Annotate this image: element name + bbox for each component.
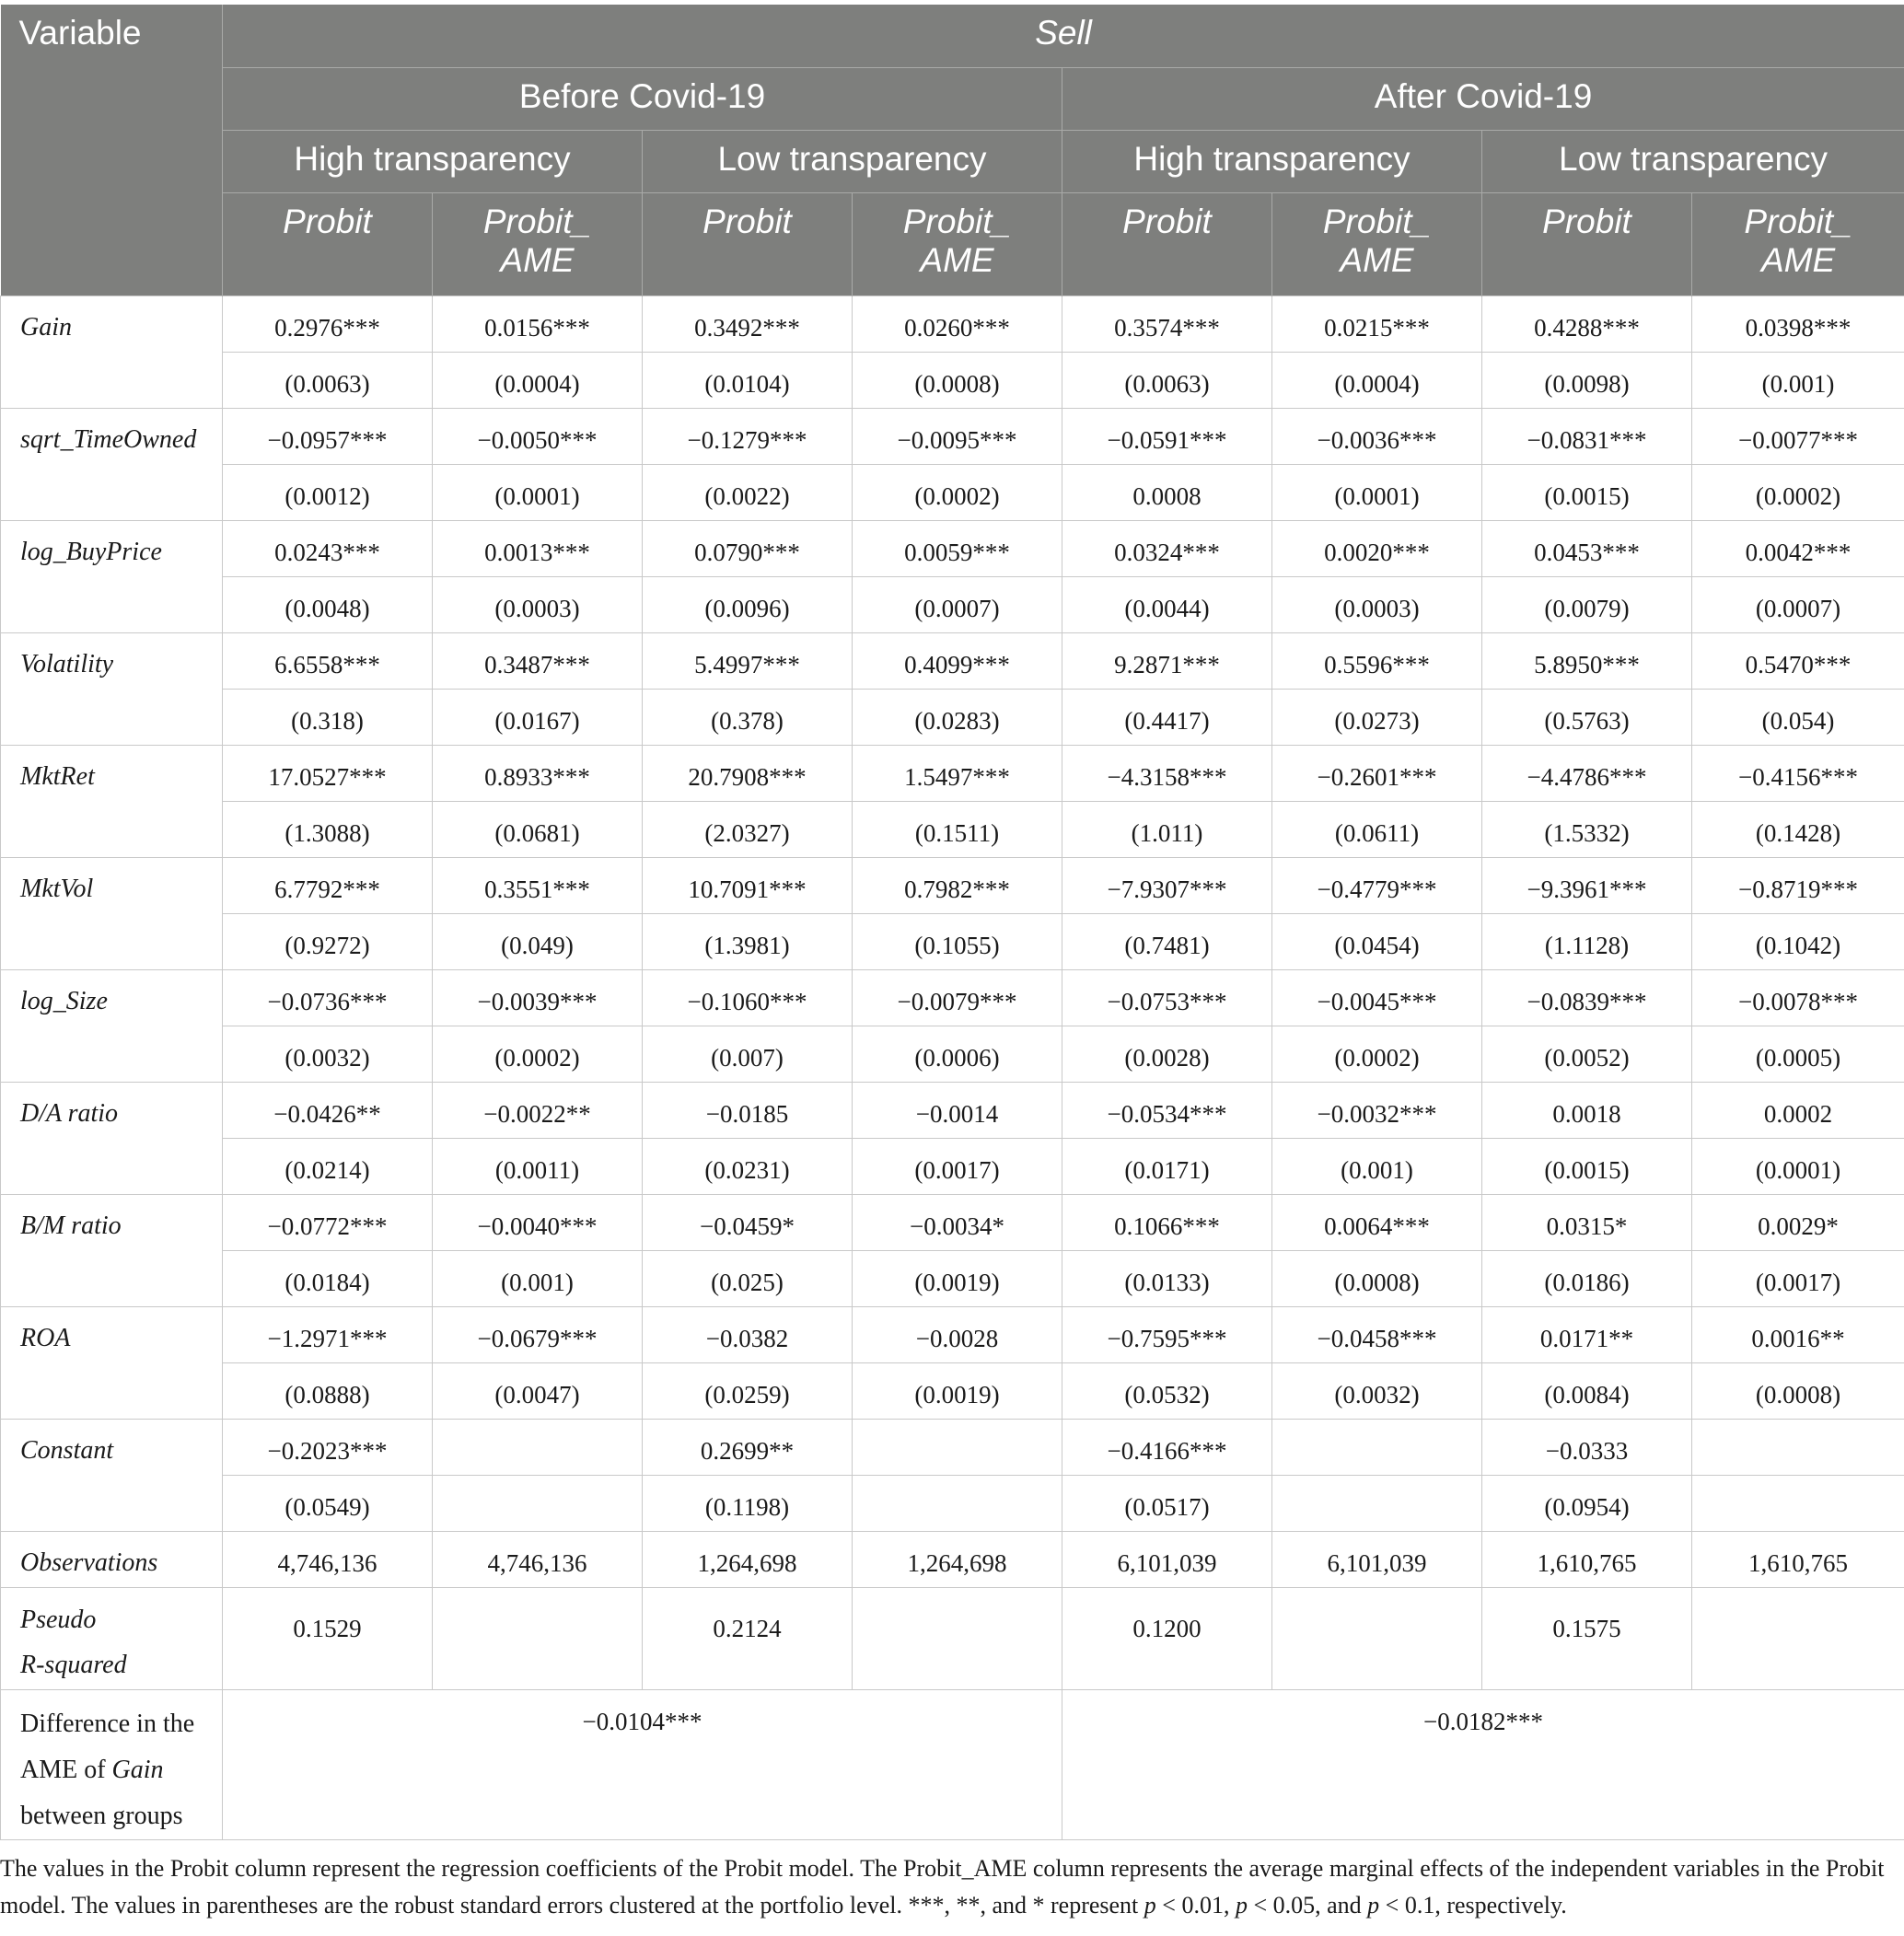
standard-error-cell: (0.0008) bbox=[853, 352, 1062, 408]
table-row bbox=[1, 296, 1904, 352]
pseudo-label-line-2: R-squared bbox=[20, 1650, 127, 1679]
coefficient-cell: −0.0036*** bbox=[1272, 408, 1482, 464]
standard-error-cell: (0.0032) bbox=[1272, 1362, 1482, 1419]
standard-error-cell: (1.1128) bbox=[1482, 913, 1692, 969]
variable-name-cell: log_Size bbox=[1, 969, 223, 1082]
coefficient-cell: −0.0045*** bbox=[1272, 969, 1482, 1026]
observations-cell: 6,101,039 bbox=[1272, 1531, 1482, 1587]
table-row-se bbox=[1, 1138, 1904, 1194]
probit-header: Probit bbox=[223, 192, 433, 296]
footnote-text-4: < 0.1, respectively. bbox=[1379, 1892, 1567, 1919]
pseudo-r-squared-cell: 0.2124 bbox=[643, 1587, 853, 1689]
standard-error-cell: (0.0028) bbox=[1062, 1026, 1272, 1082]
standard-error-cell: (0.0048) bbox=[223, 576, 433, 632]
coefficient-cell: 0.4288*** bbox=[1482, 296, 1692, 352]
pseudo-r-squared-cell bbox=[1272, 1587, 1482, 1689]
coefficient-cell: −0.0333 bbox=[1482, 1419, 1692, 1475]
pseudo-r-squared-label bbox=[1, 1587, 223, 1689]
coefficient-cell: 0.0790*** bbox=[643, 520, 853, 576]
coefficient-cell: −4.4786*** bbox=[1482, 745, 1692, 801]
footnote-p-2: p bbox=[1235, 1892, 1248, 1919]
observations-cell: 1,264,698 bbox=[643, 1531, 853, 1587]
coefficient-cell: 5.8950*** bbox=[1482, 632, 1692, 689]
standard-error-cell: (0.0001) bbox=[1692, 1138, 1904, 1194]
coefficient-cell: 20.7908*** bbox=[643, 745, 853, 801]
observations-cell: 1,610,765 bbox=[1692, 1531, 1904, 1587]
coefficient-cell: −0.0040*** bbox=[433, 1194, 643, 1250]
standard-error-cell: (0.5763) bbox=[1482, 689, 1692, 745]
table-row-se bbox=[1, 801, 1904, 857]
after-covid-header: After Covid-19 bbox=[1062, 67, 1904, 130]
standard-error-cell: (0.0044) bbox=[1062, 576, 1272, 632]
standard-error-cell: (0.001) bbox=[1272, 1138, 1482, 1194]
coefficient-cell: −4.3158*** bbox=[1062, 745, 1272, 801]
coefficient-cell: −0.0534*** bbox=[1062, 1082, 1272, 1138]
coefficient-cell: −0.4156*** bbox=[1692, 745, 1904, 801]
coefficient-cell: −1.2971*** bbox=[223, 1306, 433, 1362]
standard-error-cell: (0.0017) bbox=[1692, 1250, 1904, 1306]
coefficient-cell: 0.5470*** bbox=[1692, 632, 1904, 689]
standard-error-cell: (0.0259) bbox=[643, 1362, 853, 1419]
table-row bbox=[1, 408, 1904, 464]
difference-label bbox=[1, 1689, 223, 1839]
standard-error-cell: (0.0063) bbox=[1062, 352, 1272, 408]
standard-error-cell: 0.0008 bbox=[1062, 464, 1272, 520]
variable-name-cell: Volatility bbox=[1, 632, 223, 745]
after-high-transparency-header: High transparency bbox=[1062, 130, 1482, 192]
difference-label-line-2a: AME of bbox=[20, 1755, 112, 1784]
table-row-se bbox=[1, 1475, 1904, 1531]
standard-error-cell: (1.011) bbox=[1062, 801, 1272, 857]
standard-error-cell: (0.1428) bbox=[1692, 801, 1904, 857]
coefficient-cell: 9.2871*** bbox=[1062, 632, 1272, 689]
coefficient-cell: −0.0591*** bbox=[1062, 408, 1272, 464]
coefficient-cell: 0.0171** bbox=[1482, 1306, 1692, 1362]
coefficient-cell: −0.0034* bbox=[853, 1194, 1062, 1250]
standard-error-cell: (0.0517) bbox=[1062, 1475, 1272, 1531]
standard-error-cell: (2.0327) bbox=[643, 801, 853, 857]
standard-error-cell: (0.0186) bbox=[1482, 1250, 1692, 1306]
footnote-p-3: p bbox=[1367, 1892, 1380, 1919]
coefficient-cell: −0.0458*** bbox=[1272, 1306, 1482, 1362]
table-row bbox=[1, 632, 1904, 689]
standard-error-cell: (0.0019) bbox=[853, 1362, 1062, 1419]
observations-cell: 1,264,698 bbox=[853, 1531, 1062, 1587]
variable-name-cell: ROA bbox=[1, 1306, 223, 1419]
standard-error-cell: (0.0022) bbox=[643, 464, 853, 520]
coefficient-cell: 0.0059*** bbox=[853, 520, 1062, 576]
coefficient-cell: 0.0453*** bbox=[1482, 520, 1692, 576]
coefficient-cell: −0.2601*** bbox=[1272, 745, 1482, 801]
table-row bbox=[1, 1082, 1904, 1138]
coefficient-cell: −0.0185 bbox=[643, 1082, 853, 1138]
standard-error-cell: (0.0063) bbox=[223, 352, 433, 408]
pseudo-r-squared-cell: 0.1529 bbox=[223, 1587, 433, 1689]
difference-before-cell: −0.0104*** bbox=[223, 1689, 1062, 1839]
pseudo-r-squared-cell: 0.1575 bbox=[1482, 1587, 1692, 1689]
standard-error-cell: (0.0001) bbox=[433, 464, 643, 520]
variable-name-cell: MktRet bbox=[1, 745, 223, 857]
standard-error-cell bbox=[433, 1475, 643, 1531]
observations-cell: 4,746,136 bbox=[223, 1531, 433, 1587]
standard-error-cell: (0.0001) bbox=[1272, 464, 1482, 520]
table-row bbox=[1, 1419, 1904, 1475]
coefficient-cell: 6.7792*** bbox=[223, 857, 433, 913]
standard-error-cell: (0.007) bbox=[643, 1026, 853, 1082]
table-row bbox=[1, 1306, 1904, 1362]
difference-label-line-3: between groups bbox=[20, 1801, 183, 1830]
coefficient-cell bbox=[1272, 1419, 1482, 1475]
coefficient-cell: 0.0324*** bbox=[1062, 520, 1272, 576]
footnote-text-1: The values in the Probit column represent the regression coefficients of the Probit model. The Probit_AME column represents the average marginal effects of the independent variables in the Probit model. The values in parentheses are the robust standard errors clustered at the portfolio level. ***, **, and * represent bbox=[0, 1855, 1885, 1919]
coefficient-cell bbox=[1692, 1419, 1904, 1475]
table-row-se bbox=[1, 352, 1904, 408]
table-header bbox=[1, 5, 1904, 296]
variable-name-cell: Gain bbox=[1, 296, 223, 408]
table-row-se bbox=[1, 464, 1904, 520]
probit-ame-header bbox=[1272, 192, 1482, 296]
probit-ame-header bbox=[1692, 192, 1904, 296]
standard-error-cell: (0.1055) bbox=[853, 913, 1062, 969]
standard-error-cell: (0.0681) bbox=[433, 801, 643, 857]
standard-error-cell: (0.0002) bbox=[853, 464, 1062, 520]
observations-row bbox=[1, 1531, 1904, 1587]
coefficient-cell: −0.0957*** bbox=[223, 408, 433, 464]
probit-ame-label-1: Probit_ bbox=[902, 202, 1012, 240]
sell-header: Sell bbox=[223, 5, 1904, 67]
standard-error-cell: (0.0015) bbox=[1482, 464, 1692, 520]
coefficient-cell: −0.7595*** bbox=[1062, 1306, 1272, 1362]
coefficient-cell: −0.0679*** bbox=[433, 1306, 643, 1362]
observations-cell: 1,610,765 bbox=[1482, 1531, 1692, 1587]
coefficient-cell: 10.7091*** bbox=[643, 857, 853, 913]
pseudo-label-line-1: Pseudo bbox=[20, 1605, 97, 1634]
probit-ame-label-1: Probit_ bbox=[482, 202, 592, 240]
pseudo-r-squared-cell: 0.1200 bbox=[1062, 1587, 1272, 1689]
coefficient-cell: 0.3492*** bbox=[643, 296, 853, 352]
standard-error-cell: (0.0214) bbox=[223, 1138, 433, 1194]
standard-error-cell: (0.049) bbox=[433, 913, 643, 969]
coefficient-cell: 0.0002 bbox=[1692, 1082, 1904, 1138]
standard-error-cell: (0.0006) bbox=[853, 1026, 1062, 1082]
coefficient-cell: −0.0772*** bbox=[223, 1194, 433, 1250]
table-row bbox=[1, 857, 1904, 913]
coefficient-cell: 0.0315* bbox=[1482, 1194, 1692, 1250]
standard-error-cell: (0.0954) bbox=[1482, 1475, 1692, 1531]
coefficient-cell: 1.5497*** bbox=[853, 745, 1062, 801]
probit-ame-header bbox=[433, 192, 643, 296]
observations-cell: 6,101,039 bbox=[1062, 1531, 1272, 1587]
standard-error-cell: (0.0098) bbox=[1482, 352, 1692, 408]
table-row bbox=[1, 520, 1904, 576]
probit-ame-label-2: AME bbox=[500, 240, 575, 279]
coefficient-cell: −0.0095*** bbox=[853, 408, 1062, 464]
table-row-se bbox=[1, 576, 1904, 632]
probit-ame-header bbox=[853, 192, 1062, 296]
standard-error-cell: (0.0002) bbox=[433, 1026, 643, 1082]
coefficient-cell: 0.7982*** bbox=[853, 857, 1062, 913]
table-row-se bbox=[1, 1250, 1904, 1306]
standard-error-cell: (0.0017) bbox=[853, 1138, 1062, 1194]
standard-error-cell: (0.0002) bbox=[1692, 464, 1904, 520]
standard-error-cell: (0.9272) bbox=[223, 913, 433, 969]
standard-error-cell bbox=[1272, 1475, 1482, 1531]
standard-error-cell: (0.0611) bbox=[1272, 801, 1482, 857]
standard-error-cell: (0.0032) bbox=[223, 1026, 433, 1082]
after-low-transparency-header: Low transparency bbox=[1482, 130, 1904, 192]
probit-header: Probit bbox=[1482, 192, 1692, 296]
pseudo-r-squared-cell bbox=[853, 1587, 1062, 1689]
coefficient-cell: −0.0032*** bbox=[1272, 1082, 1482, 1138]
standard-error-cell: (0.0283) bbox=[853, 689, 1062, 745]
standard-error-cell bbox=[853, 1475, 1062, 1531]
standard-error-cell: (0.0532) bbox=[1062, 1362, 1272, 1419]
coefficient-cell: 0.0243*** bbox=[223, 520, 433, 576]
pseudo-r-squared-row bbox=[1, 1587, 1904, 1689]
coefficient-cell: −0.2023*** bbox=[223, 1419, 433, 1475]
standard-error-cell: (0.0052) bbox=[1482, 1026, 1692, 1082]
coefficient-cell: 0.3551*** bbox=[433, 857, 643, 913]
coefficient-cell: −0.0022** bbox=[433, 1082, 643, 1138]
coefficient-cell: 0.3487*** bbox=[433, 632, 643, 689]
table-row-se bbox=[1, 1026, 1904, 1082]
standard-error-cell: (0.0008) bbox=[1692, 1362, 1904, 1419]
coefficient-cell bbox=[433, 1419, 643, 1475]
footnote-p-1: p bbox=[1144, 1892, 1156, 1919]
coefficient-cell: −0.0753*** bbox=[1062, 969, 1272, 1026]
standard-error-cell: (0.318) bbox=[223, 689, 433, 745]
coefficient-cell: −0.0039*** bbox=[433, 969, 643, 1026]
standard-error-cell: (0.1198) bbox=[643, 1475, 853, 1531]
coefficient-cell: −0.0426** bbox=[223, 1082, 433, 1138]
regression-table bbox=[0, 5, 1904, 1840]
coefficient-cell: −0.0839*** bbox=[1482, 969, 1692, 1026]
difference-row bbox=[1, 1689, 1904, 1839]
coefficient-cell: 0.0156*** bbox=[433, 296, 643, 352]
standard-error-cell: (0.001) bbox=[433, 1250, 643, 1306]
variable-name-cell: Constant bbox=[1, 1419, 223, 1531]
coefficient-cell: 0.0018 bbox=[1482, 1082, 1692, 1138]
standard-error-cell: (0.0133) bbox=[1062, 1250, 1272, 1306]
before-low-transparency-header: Low transparency bbox=[643, 130, 1062, 192]
standard-error-cell: (0.0004) bbox=[433, 352, 643, 408]
coefficient-cell: −0.8719*** bbox=[1692, 857, 1904, 913]
variable-name-cell: log_BuyPrice bbox=[1, 520, 223, 632]
footnote-text-2: < 0.01, bbox=[1155, 1892, 1236, 1919]
before-covid-header: Before Covid-19 bbox=[223, 67, 1062, 130]
variable-name-cell: B/M ratio bbox=[1, 1194, 223, 1306]
table-body bbox=[1, 296, 1904, 1839]
standard-error-cell: (0.0231) bbox=[643, 1138, 853, 1194]
standard-error-cell: (0.0104) bbox=[643, 352, 853, 408]
standard-error-cell: (0.054) bbox=[1692, 689, 1904, 745]
coefficient-cell: 5.4997*** bbox=[643, 632, 853, 689]
probit-ame-label-2: AME bbox=[1340, 240, 1414, 279]
probit-header: Probit bbox=[643, 192, 853, 296]
standard-error-cell: (0.0167) bbox=[433, 689, 643, 745]
standard-error-cell: (0.0004) bbox=[1272, 352, 1482, 408]
table-row bbox=[1, 1194, 1904, 1250]
standard-error-cell: (0.0096) bbox=[643, 576, 853, 632]
standard-error-cell: (0.0007) bbox=[1692, 576, 1904, 632]
standard-error-cell: (0.0171) bbox=[1062, 1138, 1272, 1194]
coefficient-cell: 0.3574*** bbox=[1062, 296, 1272, 352]
standard-error-cell: (0.0007) bbox=[853, 576, 1062, 632]
variable-name-cell: MktVol bbox=[1, 857, 223, 969]
standard-error-cell: (0.0273) bbox=[1272, 689, 1482, 745]
coefficient-cell: 0.2976*** bbox=[223, 296, 433, 352]
before-high-transparency-header: High transparency bbox=[223, 130, 643, 192]
coefficient-cell: 0.0042*** bbox=[1692, 520, 1904, 576]
coefficient-cell: −0.1060*** bbox=[643, 969, 853, 1026]
standard-error-cell: (0.0084) bbox=[1482, 1362, 1692, 1419]
coefficient-cell bbox=[853, 1419, 1062, 1475]
difference-label-gain: Gain bbox=[111, 1755, 164, 1784]
table-footnote bbox=[0, 1850, 1897, 1924]
coefficient-cell: −0.0014 bbox=[853, 1082, 1062, 1138]
observations-cell: 4,746,136 bbox=[433, 1531, 643, 1587]
coefficient-cell: −0.0831*** bbox=[1482, 408, 1692, 464]
standard-error-cell: (0.1511) bbox=[853, 801, 1062, 857]
coefficient-cell: −0.0736*** bbox=[223, 969, 433, 1026]
standard-error-cell: (0.0008) bbox=[1272, 1250, 1482, 1306]
standard-error-cell: (0.0003) bbox=[1272, 576, 1482, 632]
difference-after-cell: −0.0182*** bbox=[1062, 1689, 1904, 1839]
standard-error-cell: (0.0019) bbox=[853, 1250, 1062, 1306]
standard-error-cell: (0.0079) bbox=[1482, 576, 1692, 632]
difference-label-line-1: Difference in the bbox=[20, 1709, 195, 1738]
standard-error-cell: (0.1042) bbox=[1692, 913, 1904, 969]
coefficient-cell: 0.0260*** bbox=[853, 296, 1062, 352]
model-header-row bbox=[1, 192, 1904, 296]
table-row-se bbox=[1, 913, 1904, 969]
standard-error-cell: (1.3981) bbox=[643, 913, 853, 969]
coefficient-cell: 0.0020*** bbox=[1272, 520, 1482, 576]
coefficient-cell: −0.0382 bbox=[643, 1306, 853, 1362]
coefficient-cell: 0.0016** bbox=[1692, 1306, 1904, 1362]
coefficient-cell: −0.4779*** bbox=[1272, 857, 1482, 913]
coefficient-cell: −0.0028 bbox=[853, 1306, 1062, 1362]
standard-error-cell: (1.3088) bbox=[223, 801, 433, 857]
standard-error-cell bbox=[1692, 1475, 1904, 1531]
coefficient-cell: −0.4166*** bbox=[1062, 1419, 1272, 1475]
variable-name-cell: D/A ratio bbox=[1, 1082, 223, 1194]
standard-error-cell: (0.0002) bbox=[1272, 1026, 1482, 1082]
probit-header: Probit bbox=[1062, 192, 1272, 296]
coefficient-cell: 17.0527*** bbox=[223, 745, 433, 801]
coefficient-cell: −0.0459* bbox=[643, 1194, 853, 1250]
coefficient-cell: 0.4099*** bbox=[853, 632, 1062, 689]
table-row bbox=[1, 745, 1904, 801]
standard-error-cell: (0.0888) bbox=[223, 1362, 433, 1419]
regression-table-container bbox=[0, 5, 1904, 1840]
coefficient-cell: −9.3961*** bbox=[1482, 857, 1692, 913]
standard-error-cell: (0.0003) bbox=[433, 576, 643, 632]
standard-error-cell: (0.378) bbox=[643, 689, 853, 745]
standard-error-cell: (0.0015) bbox=[1482, 1138, 1692, 1194]
coefficient-cell: 0.0215*** bbox=[1272, 296, 1482, 352]
probit-ame-label-2: AME bbox=[920, 240, 994, 279]
coefficient-cell: 0.1066*** bbox=[1062, 1194, 1272, 1250]
coefficient-cell: 0.0398*** bbox=[1692, 296, 1904, 352]
table-row-se bbox=[1, 1362, 1904, 1419]
footnote-text-3: < 0.05, and bbox=[1247, 1892, 1368, 1919]
variable-column-header: Variable bbox=[1, 5, 223, 296]
probit-ame-label-1: Probit_ bbox=[1744, 202, 1852, 240]
standard-error-cell: (0.0012) bbox=[223, 464, 433, 520]
standard-error-cell: (0.0005) bbox=[1692, 1026, 1904, 1082]
standard-error-cell: (0.0011) bbox=[433, 1138, 643, 1194]
coefficient-cell: 0.0029* bbox=[1692, 1194, 1904, 1250]
observations-label: Observations bbox=[1, 1531, 223, 1587]
probit-ame-label-1: Probit_ bbox=[1322, 202, 1432, 240]
coefficient-cell: −0.0078*** bbox=[1692, 969, 1904, 1026]
variable-name-cell: sqrt_TimeOwned bbox=[1, 408, 223, 520]
coefficient-cell: 0.0064*** bbox=[1272, 1194, 1482, 1250]
table-row-se bbox=[1, 689, 1904, 745]
standard-error-cell: (1.5332) bbox=[1482, 801, 1692, 857]
standard-error-cell: (0.0047) bbox=[433, 1362, 643, 1419]
standard-error-cell: (0.0454) bbox=[1272, 913, 1482, 969]
coefficient-cell: −0.0077*** bbox=[1692, 408, 1904, 464]
coefficient-cell: −0.0079*** bbox=[853, 969, 1062, 1026]
coefficient-cell: 0.8933*** bbox=[433, 745, 643, 801]
standard-error-cell: (0.0549) bbox=[223, 1475, 433, 1531]
coefficient-cell: 0.2699** bbox=[643, 1419, 853, 1475]
probit-ame-label-2: AME bbox=[1760, 240, 1836, 279]
coefficient-cell: 6.6558*** bbox=[223, 632, 433, 689]
pseudo-r-squared-cell bbox=[1692, 1587, 1904, 1689]
coefficient-cell: 0.5596*** bbox=[1272, 632, 1482, 689]
standard-error-cell: (0.025) bbox=[643, 1250, 853, 1306]
coefficient-cell: −0.1279*** bbox=[643, 408, 853, 464]
pseudo-r-squared-cell bbox=[433, 1587, 643, 1689]
table-row bbox=[1, 969, 1904, 1026]
standard-error-cell: (0.001) bbox=[1692, 352, 1904, 408]
standard-error-cell: (0.7481) bbox=[1062, 913, 1272, 969]
standard-error-cell: (0.4417) bbox=[1062, 689, 1272, 745]
standard-error-cell: (0.0184) bbox=[223, 1250, 433, 1306]
coefficient-cell: −0.0050*** bbox=[433, 408, 643, 464]
coefficient-cell: 0.0013*** bbox=[433, 520, 643, 576]
coefficient-cell: −7.9307*** bbox=[1062, 857, 1272, 913]
